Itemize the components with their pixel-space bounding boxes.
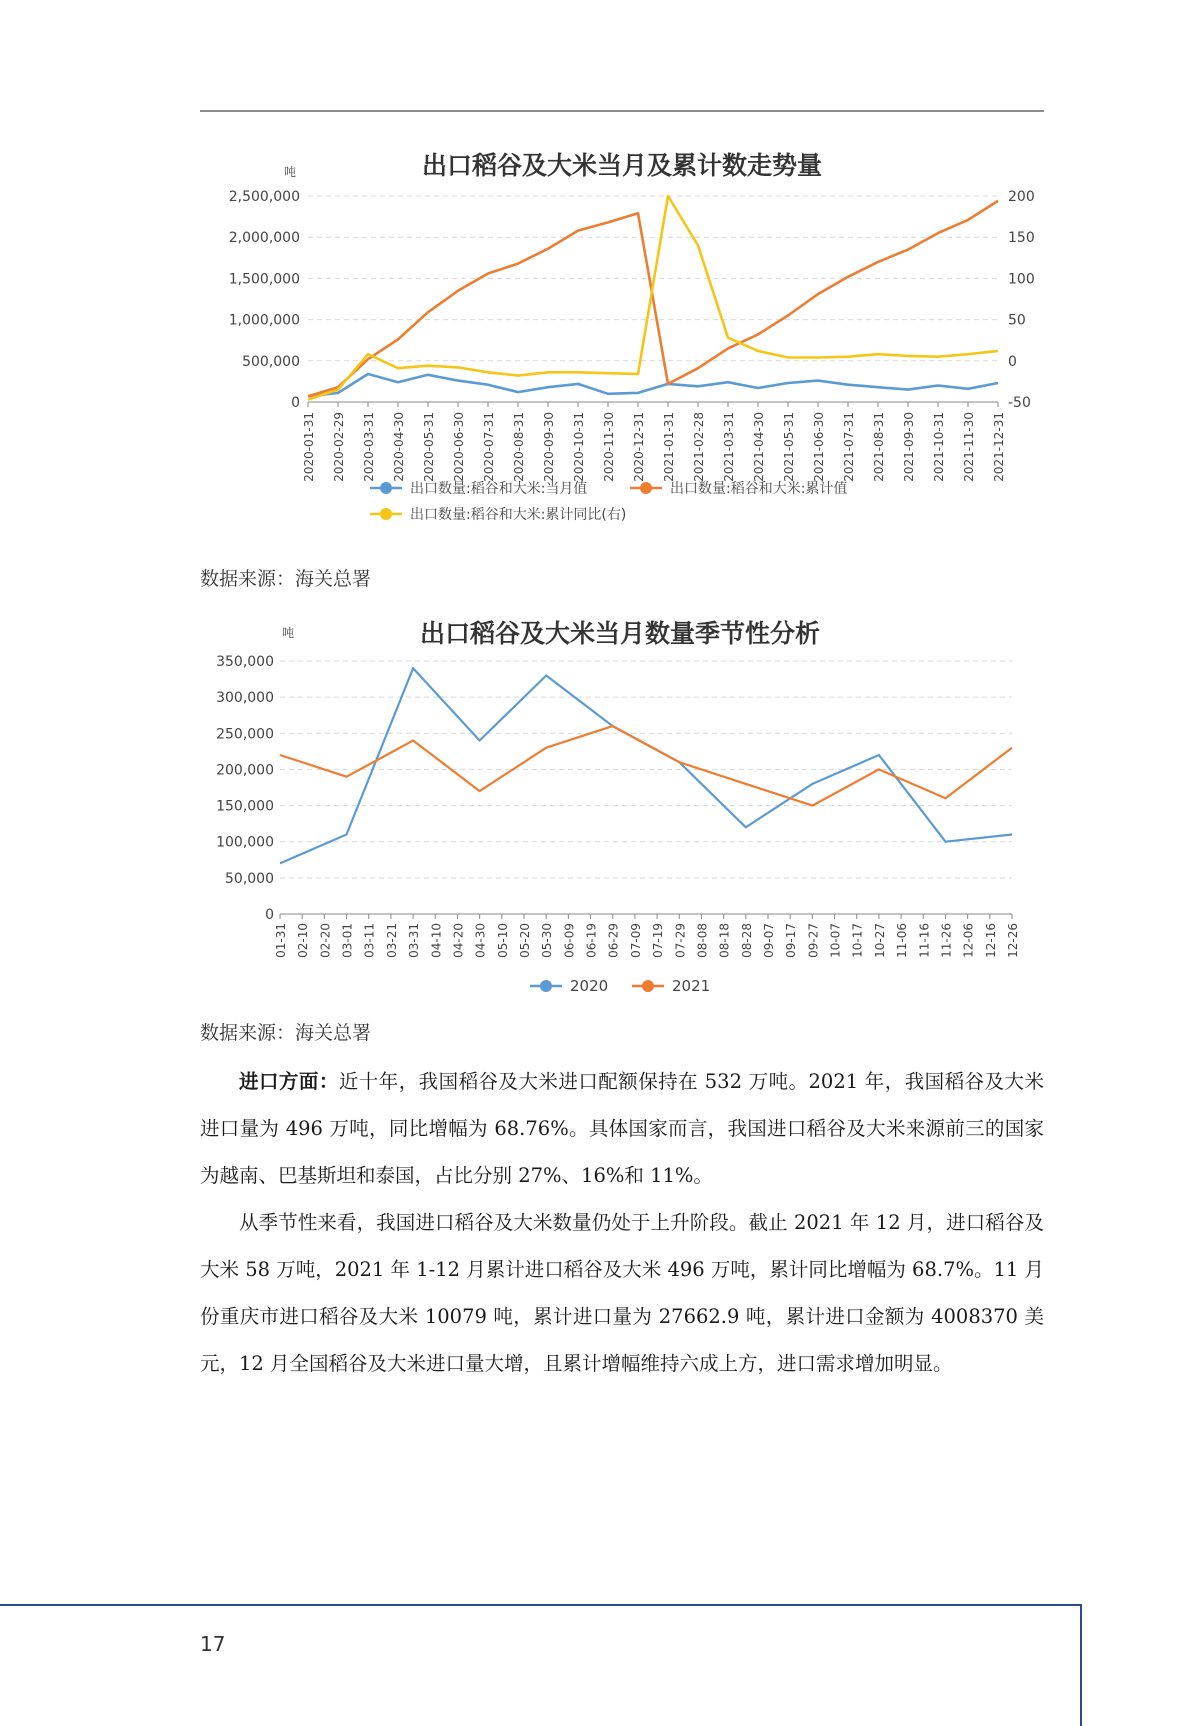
x-tick-label: 05-30	[540, 923, 555, 958]
y2-tick-label: 100	[1008, 271, 1035, 288]
chart-export-trend-svg	[200, 140, 1044, 545]
x-tick-label: 2021-04-30	[752, 412, 766, 482]
x-tick-label: 2020-02-29	[332, 412, 346, 482]
x-tick-label: 08-28	[739, 923, 754, 958]
y2-tick-label: 50	[1008, 312, 1026, 329]
x-tick-label: 08-08	[695, 923, 710, 958]
y-tick-label: 250,000	[216, 726, 274, 743]
x-tick-label: 10-27	[872, 923, 887, 958]
legend-marker	[642, 980, 654, 992]
legend-label: 出口数量:稻谷和大米:当月值	[410, 481, 588, 497]
x-tick-label: 2021-12-31	[992, 412, 1006, 482]
x-tick-label: 09-27	[806, 923, 821, 958]
x-tick-label: 07-29	[673, 923, 688, 958]
x-tick-label: 2020-01-31	[302, 412, 316, 482]
x-tick-label: 06-19	[584, 923, 599, 958]
y-tick-label: 2,500,000	[228, 189, 300, 205]
header-rule	[200, 110, 1044, 112]
series-line-1	[308, 374, 998, 396]
chart-seasonality-svg	[200, 612, 1044, 1002]
x-tick-label: 12-16	[983, 923, 998, 958]
x-tick-label: 09-17	[784, 923, 799, 958]
x-tick-label: 10-17	[850, 923, 865, 958]
x-tick-label: 2021-03-31	[722, 412, 736, 482]
legend-label: 出口数量:稻谷和大米:累计值	[670, 481, 848, 497]
y-tick-label: 0	[291, 395, 300, 411]
legend-label: 2020	[570, 977, 609, 995]
x-tick-label: 03-21	[384, 923, 399, 958]
data-source-2: 数据来源：海关总署	[200, 1022, 372, 1044]
x-tick-label: 2021-09-30	[902, 412, 916, 482]
x-tick-label: 05-20	[518, 923, 532, 958]
x-tick-label: 08-18	[717, 923, 732, 958]
x-tick-label: 2021-01-31	[662, 412, 676, 482]
x-tick-label: 03-11	[362, 923, 377, 958]
legend-marker	[640, 482, 652, 494]
x-tick-label: 02-20	[318, 923, 333, 958]
y-tick-label: 350,000	[216, 654, 274, 670]
x-tick-label: 2021-06-30	[812, 412, 826, 482]
chart-export-trend	[200, 140, 1044, 545]
x-tick-label: 2020-10-31	[572, 412, 586, 482]
y-axis-unit: 吨	[281, 626, 295, 640]
legend-label: 2021	[672, 977, 711, 995]
x-tick-label: 2020-05-31	[422, 412, 436, 482]
legend-marker	[380, 482, 392, 494]
y-tick-label: 100,000	[216, 834, 274, 851]
legend-label: 出口数量:稻谷和大米:累计同比(右)	[410, 507, 627, 523]
y2-tick-label: 200	[1008, 189, 1035, 205]
x-tick-label: 2020-07-31	[482, 412, 496, 482]
paragraph-import-text: 近十年，我国稻谷及大米进口配额保持在 532 万吨。2021 年，我国稻谷及大米进口量为 496 万吨，同比增幅为 68.76%。具体国家而言，我国进口稻谷及大米来源前三的国家为越南、巴基斯坦和泰国，占比分别 27%、16%和 11%。	[200, 1070, 1044, 1187]
x-tick-label: 07-09	[628, 923, 643, 958]
y-tick-label: 500,000	[242, 353, 300, 370]
chart-seasonality	[200, 612, 1044, 1002]
paragraph-import	[200, 1058, 1044, 1199]
y-axis-unit: 吨	[283, 165, 297, 179]
chart-title: 出口稻谷及大米当月数量季节性分析	[419, 619, 821, 648]
y-tick-label: 2,000,000	[228, 230, 300, 247]
page-number: 17	[200, 1632, 226, 1656]
x-tick-label: 06-09	[562, 923, 577, 958]
x-tick-label: 03-31	[407, 923, 422, 958]
x-tick-label: 2021-11-30	[962, 412, 976, 482]
legend-marker	[380, 508, 392, 520]
x-tick-label: 07-19	[651, 923, 666, 958]
y2-tick-label: 150	[1008, 230, 1035, 247]
x-tick-label: 09-07	[762, 923, 776, 958]
x-tick-label: 10-07	[828, 923, 843, 958]
x-tick-label: 2021-08-31	[872, 412, 886, 482]
paragraph-seasonality-text: 从季节性来看，我国进口稻谷及大米数量仍处于上升阶段。截止 2021 年 12 月，进口稻谷及大米 58 万吨，2021 年 1-12 月累计进口稻谷及大米 496 万吨，累计同比增幅为 68.7%。11 月份重庆市进口稻谷及大米 10079 吨，累计进口量为 27662.9 吨，累计进口金额为 4008370 美元，12 月全国稻谷及大米进口量大增，且累计增幅维持六成上方，进口需求增加明显。	[200, 1211, 1045, 1375]
x-tick-label: 12-06	[961, 923, 976, 958]
x-tick-label: 2021-05-31	[782, 412, 796, 482]
x-tick-label: 04-30	[473, 923, 488, 958]
paragraph-lead: 进口方面：	[239, 1070, 339, 1093]
series-line-2021	[280, 726, 1012, 806]
chart-title: 出口稻谷及大米当月及累计数走势量	[421, 151, 823, 180]
x-tick-label: 11-06	[895, 923, 910, 958]
y-tick-label: 1,500,000	[228, 271, 300, 288]
x-tick-label: 06-29	[606, 923, 621, 958]
x-tick-label: 03-01	[340, 923, 355, 958]
x-tick-label: 2020-06-30	[452, 412, 466, 482]
y-tick-label: 1,000,000	[228, 312, 300, 329]
x-tick-label: 2020-12-31	[632, 412, 646, 482]
x-tick-label: 2021-10-31	[932, 412, 946, 482]
x-tick-label: 2021-02-28	[692, 412, 706, 482]
y-tick-label: 150,000	[216, 798, 274, 815]
x-tick-label: 2020-04-30	[392, 412, 406, 482]
y-tick-label: 0	[265, 907, 274, 923]
x-tick-label: 2020-03-31	[362, 412, 376, 482]
footer-frame	[0, 1604, 1082, 1726]
x-tick-label: 04-20	[451, 923, 466, 958]
x-tick-label: 2020-08-31	[512, 412, 526, 482]
paragraph-seasonality	[200, 1199, 1044, 1387]
y-tick-label: 200,000	[216, 762, 274, 779]
x-tick-label: 02-10	[296, 923, 311, 958]
x-tick-label: 11-16	[917, 923, 932, 958]
x-tick-label: 2021-07-31	[842, 412, 856, 482]
legend-marker	[540, 980, 552, 992]
y-tick-label: 50,000	[225, 870, 274, 887]
x-tick-label: 2020-11-30	[602, 412, 616, 482]
y2-tick-label: 0	[1008, 353, 1017, 370]
x-tick-label: 2020-09-30	[542, 412, 556, 482]
x-tick-label: 11-26	[939, 923, 954, 958]
x-tick-label: 04-10	[429, 923, 444, 958]
y-tick-label: 300,000	[216, 690, 274, 707]
y2-tick-label: -50	[1008, 395, 1031, 411]
data-source-1: 数据来源：海关总署	[200, 568, 372, 590]
x-tick-label: 05-10	[495, 923, 510, 958]
x-tick-label: 12-26	[1006, 923, 1020, 958]
x-tick-label: 01-31	[274, 923, 288, 958]
